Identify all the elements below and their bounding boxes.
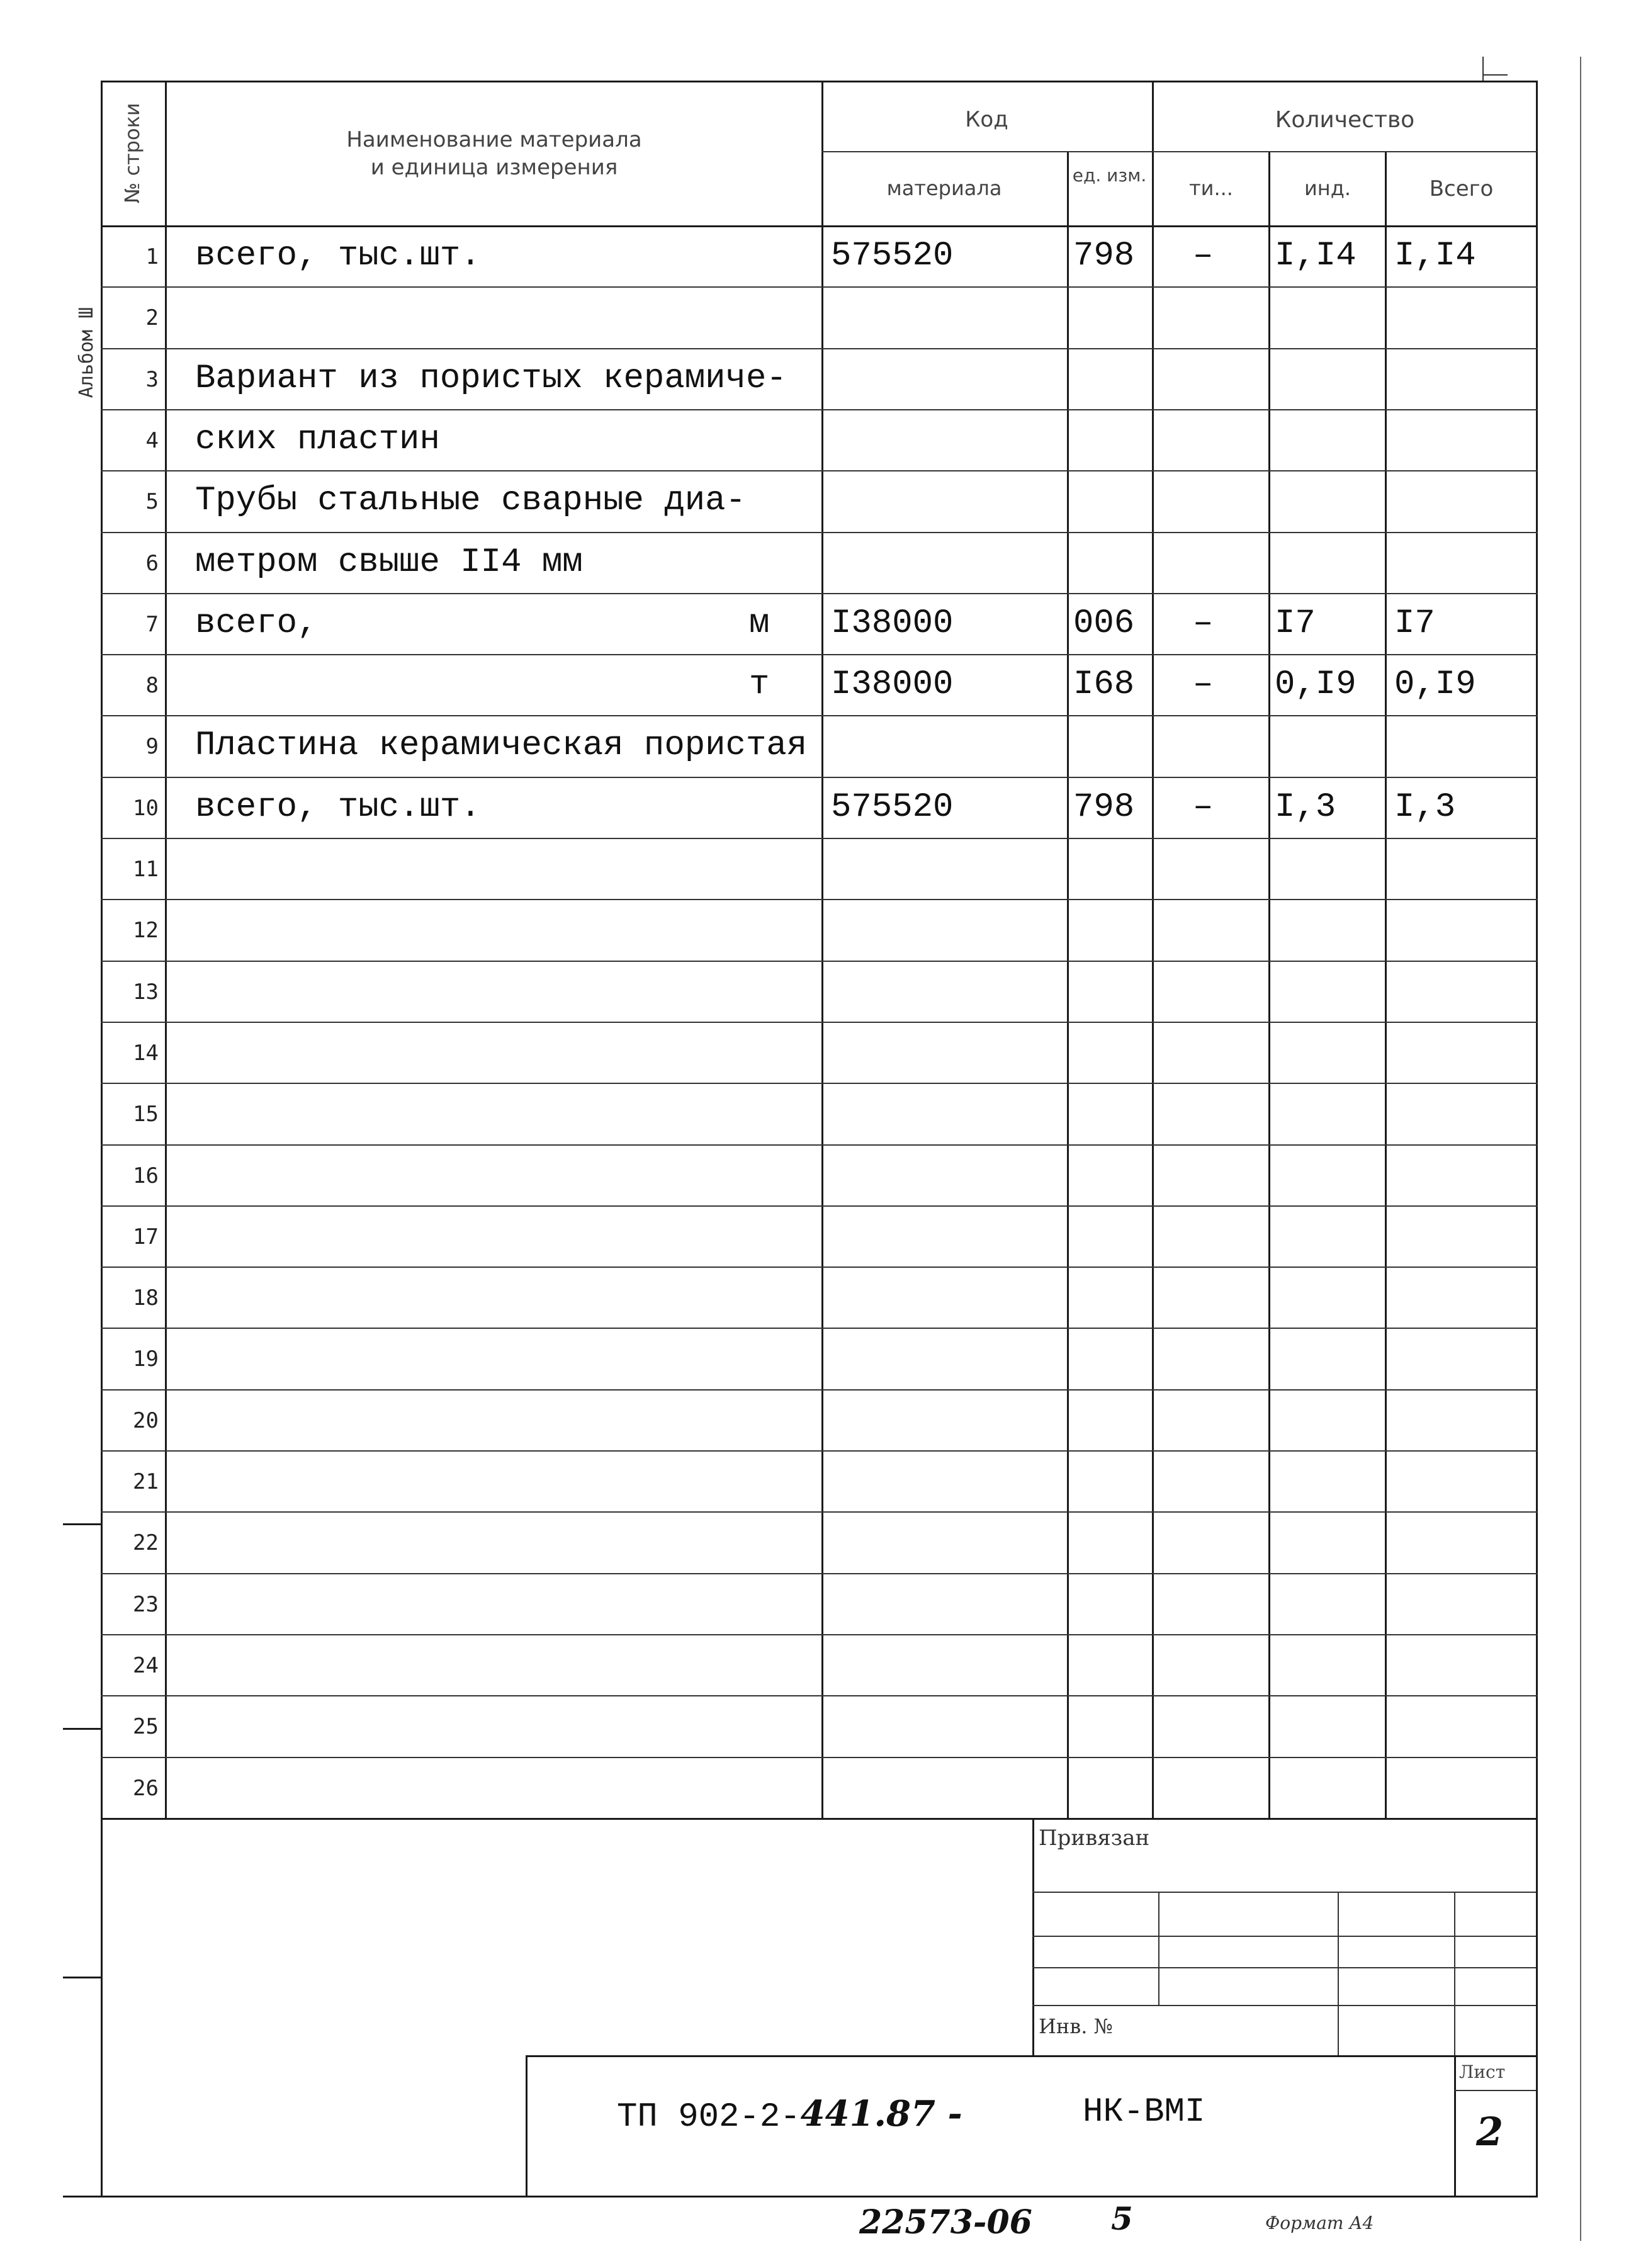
sheet-box-left <box>1454 2055 1456 2197</box>
row-name: ских пластин <box>195 420 440 459</box>
col-sep-ind <box>1385 151 1387 1818</box>
doc-suffix: НК-ВМI <box>1083 2093 1205 2131</box>
row-number: 13 <box>133 979 159 1005</box>
col-sep-name <box>821 81 823 1818</box>
margin-tick <box>63 1977 102 1978</box>
header-bottom <box>101 225 1538 227</box>
title-block-bottom <box>63 2196 1538 2197</box>
right-margin-line <box>1580 57 1581 2241</box>
privyazan-col <box>1338 1892 1339 2055</box>
doc-prefix: ТП 902-2- <box>617 2098 801 2136</box>
row-number: 22 <box>133 1530 159 1556</box>
col-sep-ed <box>1152 81 1154 1818</box>
table-border-left <box>101 81 103 2197</box>
row-qty-ind: I7 <box>1275 604 1316 643</box>
row-number: 9 <box>145 734 159 760</box>
privyazan-line <box>1032 2005 1536 2006</box>
row-divider <box>101 532 1538 533</box>
header-qty-group: Количество <box>1275 107 1415 133</box>
row-code-material: 575520 <box>831 237 954 275</box>
row-number: 23 <box>133 1591 159 1617</box>
row-code-unit: 006 <box>1073 604 1135 643</box>
row-number: 14 <box>133 1040 159 1066</box>
header-code-unit: ед. изм. <box>1072 165 1147 186</box>
row-qty-ind: I,3 <box>1275 787 1336 827</box>
row-divider <box>101 777 1538 778</box>
privyazan-label: Привязан <box>1039 1825 1150 1851</box>
row-name: метром свыше II4 мм <box>195 543 583 582</box>
row-name: Вариант из пористых керамиче- <box>195 359 787 398</box>
row-divider <box>101 1634 1538 1635</box>
row-code-unit: 798 <box>1073 237 1135 275</box>
privyazan-col <box>1454 1892 1455 2055</box>
row-divider <box>101 1573 1538 1574</box>
margin-tick <box>63 1728 102 1730</box>
doc-box-left <box>526 2055 527 2197</box>
row-qty-ind: I,I4 <box>1275 237 1357 275</box>
row-divider <box>101 961 1538 962</box>
row-number: 6 <box>145 550 159 576</box>
row-divider <box>101 838 1538 839</box>
row-qty-total: I7 <box>1394 604 1435 643</box>
row-number: 21 <box>133 1469 159 1494</box>
row-divider <box>101 1083 1538 1084</box>
title-block-top <box>101 1818 1538 1820</box>
row-number: 25 <box>133 1714 159 1740</box>
row-number: 16 <box>133 1163 159 1188</box>
doc-number-handwritten: 441.87 - <box>800 2093 962 2135</box>
sheet-number: 2 <box>1476 2109 1504 2155</box>
row-divider <box>101 1205 1538 1207</box>
row-code-unit: I68 <box>1073 665 1135 704</box>
privyazan-line <box>1032 1967 1536 1968</box>
col-sep-typ <box>1268 151 1270 1818</box>
row-number: 18 <box>133 1285 159 1311</box>
row-unit: м <box>749 604 770 643</box>
row-qty-typ: – <box>1193 665 1214 704</box>
row-qty-typ: – <box>1193 237 1214 275</box>
row-qty-typ: – <box>1193 787 1214 827</box>
margin-tick <box>63 1523 102 1525</box>
row-divider <box>101 715 1538 716</box>
row-name: всего, тыс.шт. <box>195 237 481 275</box>
row-divider <box>101 409 1538 410</box>
row-divider <box>101 1267 1538 1268</box>
privyazan-col <box>1158 1892 1159 2005</box>
col-sep-rowno <box>165 81 167 1818</box>
row-code-material: I38000 <box>831 604 954 643</box>
row-divider <box>101 1511 1538 1513</box>
row-divider <box>101 1022 1538 1023</box>
sheet-label: Лист <box>1459 2062 1506 2082</box>
row-qty-total: I,3 <box>1394 787 1456 827</box>
privyazan-line <box>1032 1892 1536 1893</box>
row-name: всего, <box>195 604 318 643</box>
doc-designation <box>617 2093 962 2136</box>
doc-box-top <box>526 2055 1538 2057</box>
row-number: 17 <box>133 1224 159 1250</box>
corner-mark <box>1482 74 1508 76</box>
privyazan-sep <box>1032 1818 1034 2057</box>
row-divider <box>101 654 1538 655</box>
row-divider <box>101 593 1538 594</box>
row-divider <box>101 348 1538 349</box>
row-code-material: 575520 <box>831 787 954 827</box>
header-code-group: Код <box>965 107 1008 132</box>
row-divider <box>101 286 1538 288</box>
row-number: 24 <box>133 1652 159 1678</box>
row-divider <box>101 899 1538 900</box>
row-divider <box>101 1328 1538 1329</box>
header-qty-total: Всего <box>1429 176 1494 201</box>
row-code-material: I38000 <box>831 665 954 704</box>
header-name: Наименование материала и единица измерения <box>346 127 642 180</box>
table-border-top <box>101 81 1538 82</box>
row-divider <box>101 1450 1538 1452</box>
inv-no-label: Инв. № <box>1039 2014 1113 2038</box>
row-name: Трубы стальные сварные диа- <box>195 482 746 521</box>
row-number: 11 <box>133 857 159 882</box>
row-number: 26 <box>133 1775 159 1801</box>
row-divider <box>101 1757 1538 1758</box>
format-label: Формат А4 <box>1265 2213 1374 2233</box>
row-number: 5 <box>145 489 159 515</box>
row-qty-total: 0,I9 <box>1394 665 1476 704</box>
row-code-unit: 798 <box>1073 787 1135 827</box>
row-divider <box>101 1389 1538 1391</box>
side-stamp: Альбом Ш <box>76 307 98 398</box>
row-number: 19 <box>133 1346 159 1372</box>
row-number: 8 <box>145 673 159 699</box>
row-divider <box>101 470 1538 471</box>
header-subline <box>821 151 1537 152</box>
row-number: 3 <box>145 366 159 392</box>
page-number: 5 <box>1111 2200 1133 2237</box>
row-unit: т <box>749 665 770 704</box>
row-number: 7 <box>145 611 159 637</box>
row-qty-ind: 0,I9 <box>1275 665 1357 704</box>
row-number: 20 <box>133 1408 159 1433</box>
table-border-right <box>1536 81 1538 2197</box>
header-qty-typ: ти... <box>1189 176 1233 200</box>
row-divider <box>101 1695 1538 1696</box>
row-number: 10 <box>133 795 159 821</box>
row-number: 12 <box>133 918 159 944</box>
order-number: 22573-06 <box>859 2203 1032 2242</box>
row-number: 2 <box>145 305 159 331</box>
corner-mark <box>1482 57 1484 82</box>
row-number: 4 <box>145 427 159 453</box>
row-number: 1 <box>145 244 159 269</box>
sheet-box-sep <box>1454 2090 1536 2091</box>
header-qty-ind: инд. <box>1304 176 1351 200</box>
row-name: Пластина керамическая пористая <box>195 726 808 765</box>
privyazan-line <box>1032 1936 1536 1937</box>
row-number: 15 <box>133 1102 159 1127</box>
header-row-no: № строки <box>120 103 144 203</box>
row-divider <box>101 1144 1538 1146</box>
row-qty-typ: – <box>1193 604 1214 643</box>
header-code-material: материала <box>886 176 1002 200</box>
row-name: всего, тыс.шт. <box>195 787 481 827</box>
col-sep-code <box>1067 151 1069 1818</box>
row-qty-total: I,I4 <box>1394 237 1476 275</box>
